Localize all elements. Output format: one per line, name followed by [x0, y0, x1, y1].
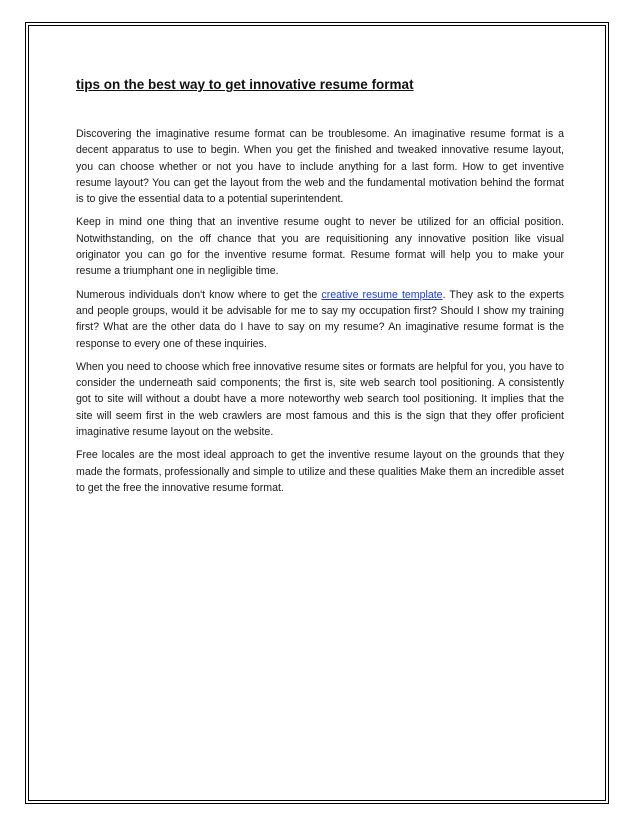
paragraph-3	[76, 287, 564, 352]
paragraph-5: Free locales are the most ideal approach to get the inventive resume layout on the grounds that they made the formats, professionally and simple to utilize and these qualities Make them an incredible asset to get the free the innovative resume format.	[76, 449, 564, 494]
paragraph-1: Discovering the imaginative resume format can be troublesome. An imaginative resume format is a decent apparatus to use to begin. When you get the finished and tweaked innovative resume layout, you can choose whether or not you have to include anything for a last form. How to get inventive resume layout? You can get the layout from the web and the fundamental motivation behind the format is to give the essential data to a potential superintendent.	[76, 128, 564, 206]
paragraph-2: Keep in mind one thing that an inventive resume ought to never be utilized for an official position. Notwithstanding, on the off chance that you are requisitioning any innovative position like visual originator you can go for the inventive resume format. Resume format will help you to make your resume a triumphant one in negligible time.	[76, 216, 564, 278]
document-title: tips on the best way to get innovative resume format	[76, 77, 414, 92]
creative-resume-template-link[interactable]: creative resume template	[321, 288, 443, 301]
paragraph-3-rest: . They ask to the experts and people groups, would it be advisable for me to say my occupation first? Should I show my training first? What are the other data do I have to say on my resume? An imaginative resume format is the response to every one of these inquiries.	[76, 288, 564, 350]
paragraph-3-lead: Numerous individuals don't know where to get the	[76, 288, 322, 301]
paragraph-4: When you need to choose which free innovative resume sites or formats are helpful for you, you have to consider the underneath said components; the first is, site web search tool positioning. A consistently got to site will without a doubt have a more noteworthy web search tool positioning. It implies that the site will seem first in the web crawlers are most famous and this is the sign that they offer proficient imaginative resume layout on the website.	[76, 360, 564, 439]
document-body	[76, 77, 564, 503]
